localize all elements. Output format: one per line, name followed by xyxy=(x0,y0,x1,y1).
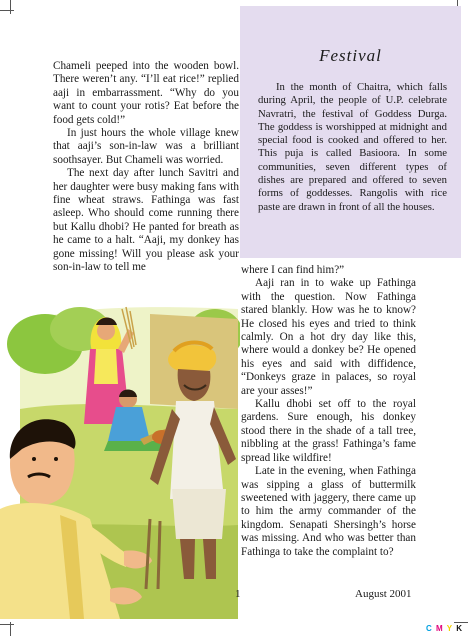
left-paragraph-2: In just hours the whole village knew that aaji’s son-in-law was a brilliant soothsayer. But Chameli was worried. xyxy=(53,127,239,166)
sidebar-body xyxy=(258,81,447,214)
cmyk-c: C xyxy=(426,624,433,633)
crop-mark xyxy=(454,622,468,623)
story-illustration xyxy=(0,289,240,619)
right-paragraph-2: Aaji ran in to wake up Fathinga with the question. Now Fathinga stared blankly. How was he to know? He closed his eyes and tried to think calmly. On a hot dry day like this, where would a donkey be? He opened his eyes and said with diffidence, “Donkeys graze in palaces, so royal are your asses!” xyxy=(241,277,416,397)
sidebar-text: In the month of Chaitra, which falls during April, the people of U.P. celebrate Navratri, the festival of Goddess Durga. The goddess is worshipped at midnight and special food is cooked and offered to her. This puja is called Basioora. In some communities, seven different types of dishes are prepared and offered to seven forms of goddesses. Rangolis with rice paste are drawn in front of all the houses. xyxy=(258,81,447,213)
page-number: 1 xyxy=(235,588,241,600)
issue-date: August 2001 xyxy=(355,588,412,600)
right-paragraph-4: Late in the evening, when Fathinga was sipping a glass of buttermilk sweetened with jaggery, there came up to him the army commander of the kingdom. Senapati Shersingh’s horse was missing. And who was better than Fathinga to take the complaint to? xyxy=(241,465,416,558)
cmyk-y: Y xyxy=(446,624,453,633)
left-paragraph-1: Chameli peeped into the wooden bowl. There weren’t any. “I’ll eat rice!” replied aaji in embarrassment. “Why do you want to count your rotis? Eat before the food gets cold!” xyxy=(53,60,239,126)
cmyk-k: K xyxy=(456,624,463,633)
festival-sidebar xyxy=(240,6,461,258)
right-column xyxy=(241,264,416,559)
cmyk-m: M xyxy=(436,624,444,633)
crop-mark xyxy=(0,624,14,625)
cmyk-registration-marks xyxy=(426,624,463,633)
right-paragraph-1: where I can find him?” xyxy=(241,264,345,276)
crop-mark xyxy=(10,0,11,14)
sidebar-title: Festival xyxy=(319,46,382,65)
right-paragraph-3: Kallu dhobi set off to the royal gardens. Sure enough, his donkey stood there in the shade of a tall tree, nibbling at the grass! Fathinga’s fame spread like wildfire! xyxy=(241,398,416,464)
left-column xyxy=(53,60,239,275)
left-paragraph-3: The next day after lunch Savitri and her daughter were busy making fans with fine wheat straws. Fathinga was fast asleep. Who should come running there but Kallu dhobi? He panted for breath as he came to a halt. “Aaji, my donkey has gone missing! Will you please ask your son-in-law to tell me xyxy=(53,167,239,274)
crop-mark xyxy=(0,10,14,11)
